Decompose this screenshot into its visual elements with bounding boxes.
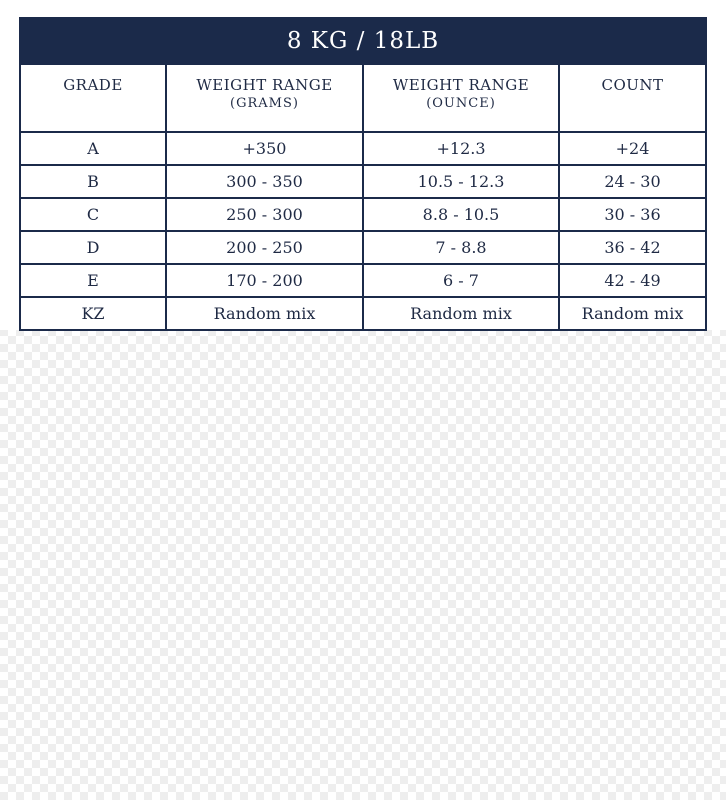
cell-count: +24	[559, 132, 706, 165]
cell-weight-grams: 200 - 250	[166, 231, 363, 264]
cell-weight-grams: 170 - 200	[166, 264, 363, 297]
cell-grade: KZ	[20, 297, 166, 330]
cell-weight-grams: +350	[166, 132, 363, 165]
table-row	[20, 264, 706, 297]
cell-grade: E	[20, 264, 166, 297]
header-weight-grams	[166, 64, 363, 132]
cell-weight-ounce: 10.5 - 12.3	[363, 165, 559, 198]
table-row	[20, 132, 706, 165]
header-weight-grams-label: WEIGHT RANGE	[196, 76, 333, 94]
header-weight-ounce-unit: (OUNCE)	[426, 96, 496, 111]
cell-grade: B	[20, 165, 166, 198]
cell-grade: C	[20, 198, 166, 231]
table-row	[20, 198, 706, 231]
cell-grade: A	[20, 132, 166, 165]
cell-weight-grams: 250 - 300	[166, 198, 363, 231]
header-weight-grams-unit: (GRAMS)	[230, 96, 299, 111]
header-grade-label: GRADE	[63, 76, 123, 94]
cell-count: 30 - 36	[559, 198, 706, 231]
table-title: 8 KG / 18LB	[20, 18, 706, 64]
header-count-label: COUNT	[601, 76, 664, 94]
grade-table	[19, 17, 707, 331]
cell-weight-ounce: +12.3	[363, 132, 559, 165]
table-row	[20, 165, 706, 198]
table-row	[20, 297, 706, 330]
cell-count: 42 - 49	[559, 264, 706, 297]
cell-weight-ounce: 6 - 7	[363, 264, 559, 297]
header-count	[559, 64, 706, 132]
cell-grade: D	[20, 231, 166, 264]
cell-count: 36 - 42	[559, 231, 706, 264]
table-panel	[0, 0, 726, 330]
title-row	[20, 18, 706, 64]
cell-weight-grams: Random mix	[166, 297, 363, 330]
header-weight-ounce-label: WEIGHT RANGE	[392, 76, 530, 94]
cell-count: 24 - 30	[559, 165, 706, 198]
cell-weight-grams: 300 - 350	[166, 165, 363, 198]
table-row	[20, 231, 706, 264]
header-row	[20, 64, 706, 132]
cell-weight-ounce: 7 - 8.8	[363, 231, 559, 264]
header-weight-ounce	[363, 64, 559, 132]
cell-count: Random mix	[559, 297, 706, 330]
header-grade	[20, 64, 166, 132]
cell-weight-ounce: 8.8 - 10.5	[363, 198, 559, 231]
cell-weight-ounce: Random mix	[363, 297, 559, 330]
